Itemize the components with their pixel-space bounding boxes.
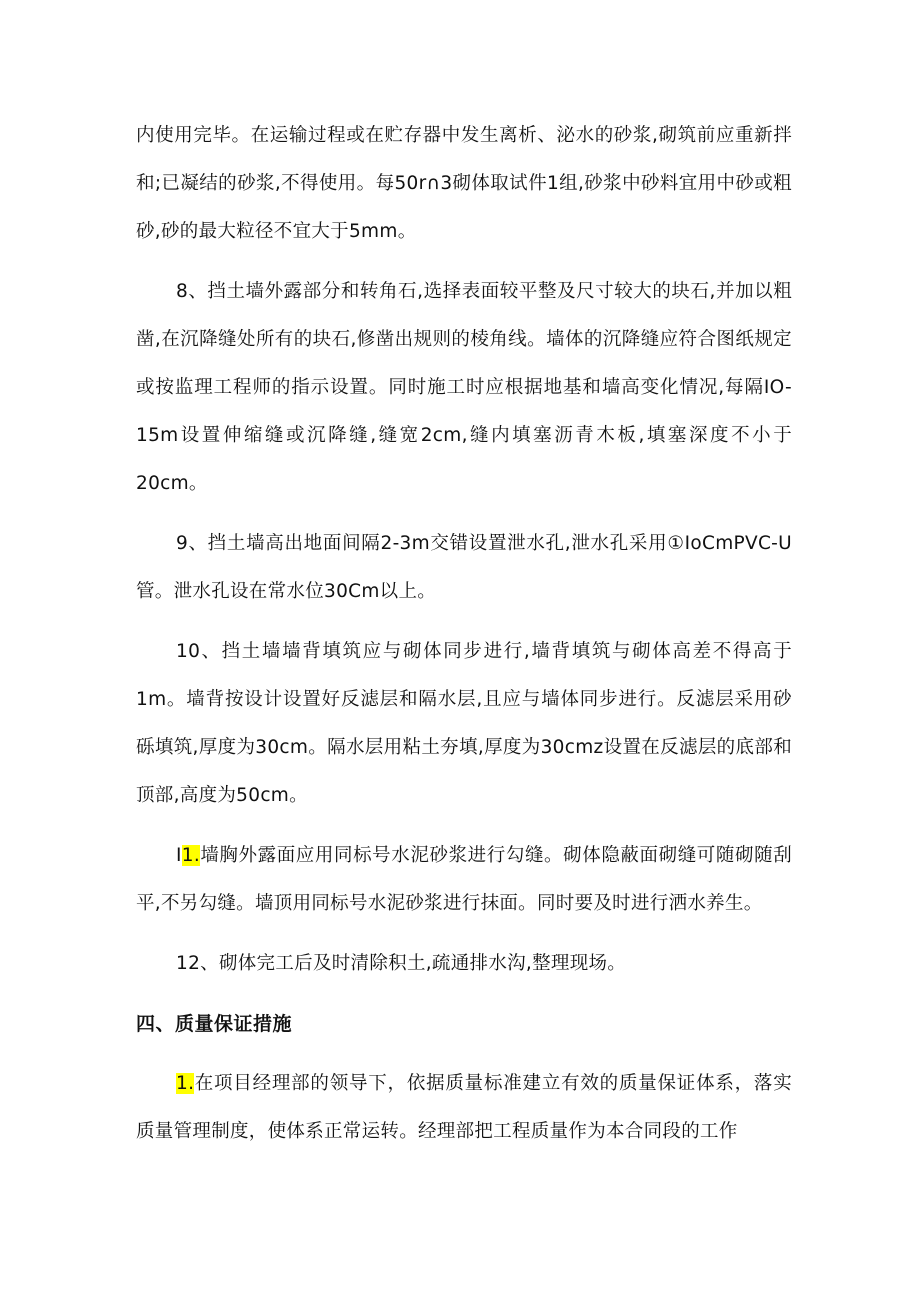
item-11-prefix: I <box>176 845 182 866</box>
section-heading-quality-assurance: 四、质量保证措施 <box>136 1013 293 1035</box>
item-11-text: 墙胸外露面应用同标号水泥砂浆进行勾缝。砌体隐蔽面砌缝可随砌随刮平,不另勾缝。墙顶用同标号水泥砂浆进行抹面。同时要及时进行洒水养生。 <box>136 845 792 914</box>
paragraph-item-8: 8、挡土墙外露部分和转角石,选择表面较平整及尺寸较大的块石,并加以粗凿,在沉降缝处所有的块石,修凿出规则的棱角线。墙体的沉降缝应符合图纸规定或按监理工程师的指示设置。同时施工时应根据地基和墙高变化情况,每隔IO-15m设置伸缩缝或沉降缝,缝宽2cm,缝内填塞沥青木板,填塞深度不小于20cm。 <box>136 281 792 494</box>
item-11-highlighted-marker: 1. <box>181 845 201 866</box>
paragraph-item-12: 12、砌体完工后及时清除积土,疏通排水沟,整理现场。 <box>176 953 627 974</box>
paragraph-item-9: 9、挡土墙高出地面间隔2-3m交错设置泄水孔,泄水孔采用①IoCmPVC-U管。泄水孔设在常水位30Cm以上。 <box>136 533 792 602</box>
quality-1-text: 在项目经理部的领导下，依据质量标准建立有效的质量保证体系，落实质量管理制度，使体系正常运转。经理部把工程质量作为本合同段的工作 <box>136 1073 792 1142</box>
paragraph-item-10: 10、挡土墙墙背填筑应与砌体同步进行,墙背填筑与砌体高差不得高于1m。墙背按设计设置好反滤层和隔水层,且应与墙体同步进行。反滤层采用砂砾填筑,厚度为30cm。隔水层用粘土夯填,厚度为30cmz设置在反滤层的底部和顶部,高度为50cm。 <box>136 641 792 806</box>
paragraph-item-11 <box>136 832 792 928</box>
paragraph-quality-1 <box>136 1060 792 1156</box>
quality-1-highlighted-marker: 1. <box>176 1073 195 1094</box>
paragraph-continuation: 内使用完毕。在运输过程或在贮存器中发生离析、泌水的砂浆,砌筑前应重新拌和;已凝结的砂浆,不得使用。每50r∩3砌体取试件1组,砂浆中砂料宜用中砂或粗砂,砂的最大粒径不宜大于5mm。 <box>136 125 792 242</box>
